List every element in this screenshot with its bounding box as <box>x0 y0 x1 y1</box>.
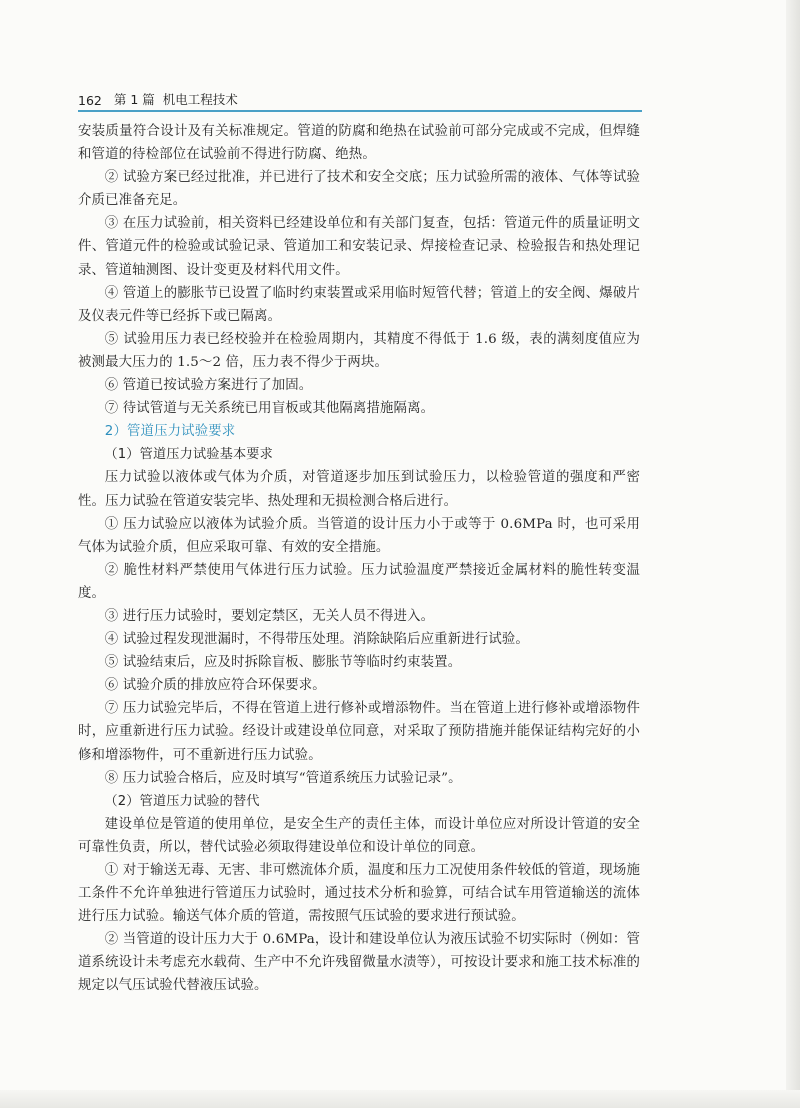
list-item: ② 试验方案已经过批准，并已进行了技术和安全交底；压力试验所需的液体、气体等试验介质已准备充足。 <box>78 170 640 209</box>
page-number: 162 <box>78 93 102 108</box>
list-item: ⑥ 试验介质的排放应符合环保要求。 <box>104 678 326 694</box>
list-item: ⑤ 试验结束后，应及时拆除盲板、膨胀节等临时约束装置。 <box>104 655 462 671</box>
section-heading: 2）管道压力试验要求 <box>104 424 236 440</box>
list-item: ④ 管道上的膨胀节已设置了临时约束装置或采用临时短管代替；管道上的安全阀、爆破片及仪表元件等已经拆下或已隔离。 <box>78 285 640 324</box>
running-header <box>78 86 640 108</box>
list-item: ③ 进行压力试验时，要划定禁区，无关人员不得进入。 <box>104 608 435 624</box>
page-edge-shadow <box>786 0 800 1108</box>
list-item: ③ 在压力试验前，相关资料已经建设单位和有关部门复查，包括：管道元件的质量证明文件、管道元件的检验或试验记录、管道加工和安装记录、焊接检查记录、检验报告和热处理记录、管道轴测图、设计变更及材料代用文件。 <box>78 216 640 278</box>
header-title: 机电工程技术 <box>162 92 238 107</box>
page-bottom-shadow <box>0 1090 800 1108</box>
list-item: ⑦ 待试管道与无关系统已用盲板或其他隔离措施隔离。 <box>104 401 435 417</box>
list-item: ① 对于输送无毒、无害、非可燃流体介质，温度和压力工况使用条件较低的管道，现场施工条件不允许单独进行管道压力试验时，通过技术分析和验算，可结合试车用管道输送的流体进行压力试验。输送气体介质的管道，需按照气压试验的要求进行预试验。 <box>78 863 640 925</box>
paragraph: 压力试验以液体或气体为介质，对管道逐步加压到试验压力，以检验管道的强度和严密性。压力试验在管道安装完毕、热处理和无损检测合格后进行。 <box>78 470 640 509</box>
paragraph: 建设单位是管道的使用单位，是安全生产的责任主体，而设计单位应对所设计管道的安全可靠性负责，所以，替代试验必须取得建设单位和设计单位的同意。 <box>78 816 640 855</box>
list-item: ② 当管道的设计压力大于 0.6MPa，设计和建设单位认为液压试验不切实际时（例如：管道系统设计未考虑充水载荷、生产中不允许残留微量水渍等），可按设计要求和施工技术标准的规定以气压试验代替液压试验。 <box>78 932 641 994</box>
paragraph: 安装质量符合设计及有关标准规定。管道的防腐和绝热在试验前可部分完成或不完成，但焊缝和管道的待检部位在试验前不得进行防腐、绝热。 <box>78 124 640 163</box>
subsection-heading: （1）管道压力试验基本要求 <box>104 447 273 463</box>
list-item: ② 脆性材料严禁使用气体进行压力试验。压力试验温度严禁接近金属材料的脆性转变温度。 <box>78 562 640 601</box>
list-item: ① 压力试验应以液体为试验介质。当管道的设计压力小于或等于 0.6MPa 时，也可采用气体为试验介质，但应采取可靠、有效的安全措施。 <box>78 516 640 555</box>
list-item: ⑥ 管道已按试验方案进行了加固。 <box>104 378 313 394</box>
part-label: 第 1 篇 <box>113 92 155 107</box>
header-rule <box>78 110 642 112</box>
body-text <box>78 120 640 998</box>
list-item: ⑦ 压力试验完毕后，不得在管道上进行修补或增添物件。当在管道上进行修补或增添物件时，应重新进行压力试验。经设计或建设单位同意，对采取了预防措施并能保证结构完好的小修和增添物件，可不重新进行压力试验。 <box>78 701 640 763</box>
list-item: ⑤ 试验用压力表已经校验并在检验周期内，其精度不得低于 1.6 级，表的满刻度值应为被测最大压力的 1.5～2 倍，压力表不得少于两块。 <box>78 331 640 370</box>
list-item: ④ 试验过程发现泄漏时，不得带压处理。消除缺陷后应重新进行试验。 <box>104 632 529 648</box>
list-item: ⑧ 压力试验合格后，应及时填写“管道系统压力试验记录”。 <box>104 770 462 786</box>
subsection-heading: （2）管道压力试验的替代 <box>104 793 260 809</box>
